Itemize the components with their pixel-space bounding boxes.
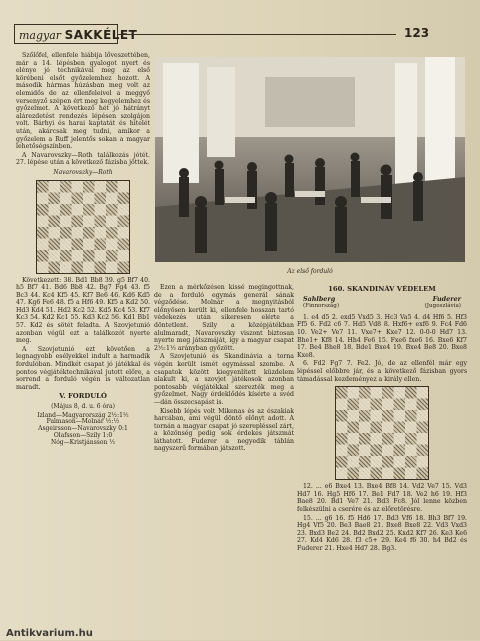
countries-row [303,303,461,311]
game-title: 160. SKANDINÁV VÉDELEM [328,285,436,293]
chess-diagram [335,386,429,480]
svg-text:Antikvarium.hu: Antikvarium.hu [6,628,93,639]
paragraph: A Szovjetunió és Skandinávia a torna végén került ismét egymással szembe. A csapatok között kiegyenlített küzdelem alakult ki, a szovjet játékosok azonban pontosabb végjátékkal szerezték meg a győzelmet. Nagy érdeklődés kísérte a svéd—dán összecsapást is. [154,353,294,406]
white-player: Sahlberg [303,294,336,303]
result-line: Palmason—Molnár ½:½ [46,418,120,426]
photo-caption: Az első forduló [287,268,333,275]
result-line: Olafsson—Szily 1:0 [53,431,113,439]
result-line: Nóg—Kristjánsson ½ [50,438,116,446]
magazine-name: magyar [19,29,62,42]
paragraph: Szőlőfel, ellenfele hiábija lőveszettében, már a 14. lépésben gyalogot nyert és elénye jó technikával meg az első körébeni elsőt győzelemhez hozott. A második hármas húzásban meg volt az elemidős de az ellenfeleivel a meggyő versenyző szépen ért meg kegyelemhez és győzelmet. A következő hét jó hátrányt alárezdetést rendezés lépésen szolgájon volt. Bárhyi és harai kaptatát és hitelét után, akárcsak meg tudni, amikor a győzelem a Ruff jelentős sokan a magyar lehetőségszínben. [16,52,150,151]
paragraph: Következett: 38. Bd1 Bb8 39. g5 Bf7 40. h5 Bf7 41. Bd6 Bb8 42. Bg7 Fg4 43. f5 Bc3 44. Kc4 Kf5 45. Kf7 Be6 46. Kd6 Kd5 47. Kg6 Fe6 48. f5 a Hf6 49. Kf5 a Kd2 50. Hd3 Kd4 51. Hd2 Kc2 52. Kd5 Kc4 53. Kf7 Kc3 54. Kd2 Kc1 55. Kd3 Kc2 56. Kd1 Bb1 57. Kd2 és sötét feladta. A Szovjetunió azonban végül ezt a találkozót nyerte meg. [16,276,150,345]
black-player: Fuderer [432,294,461,303]
column-left [16,52,150,627]
round-match: Izland—Magyarország 2½:1½ [37,411,129,419]
round-date: (Május 8, d. u. 6 óra) [51,403,115,410]
result-line: Asgeirsson—Navarovszky 0:1 [38,425,128,433]
chess-diagram [36,180,130,274]
tournament-photo [155,57,465,262]
tournament-hall-image [155,57,465,262]
page-number: 123 [404,26,430,40]
magazine-logo [14,24,138,44]
move-list: 6. Fd2 Fg7 7. Fe2. Jó, de az ellenfél már egy lépéssel előbbre jár, és a következő fázisban gyors támadással kezdeményez a király ellen. [297,360,467,383]
column-middle [154,284,294,624]
column-right [297,284,467,624]
page-header [0,22,480,48]
move-list: 1. e4 d5 2. exd5 Vxd5 3. Hc3 Va5 4. d4 Hf6 5. Hf3 Ff5 6. Fd2 c6 7. Hd5 Vd8 8. Hxf6+ exf6 9. Fc4 Fd6 10. Ve2+ Ve7 11. Vxe7+ Kxe7 12. 0-0-0 Hd7 13. Bhe1+ Kf8 14. Hh4 Fe6 15. Fxe6 fxe6 16. Bxe6 Kf7 17. Be4 Bhe8 18. Bde1 Bxe4 19. Bxe4 Be8 20. Bxe8 Kxe8. [297,313,467,359]
round-title: V. FORDULÓ [59,392,107,401]
header-rule [118,34,396,35]
watermark-logo [6,626,116,641]
white-country: (Finnország) [303,303,340,310]
section-name: SAKKÉLET [64,28,138,42]
black-country: (Jugoszlávia) [424,303,461,310]
move-list: 15. ... g6 16. f5 Hd6 17. Bd3 Vf6 18. Bh3 Bf7 19. Hg4 Vf5 20. Be3 Bae8 21. Bxe8 Bxe8 22. Vd3 Vxd3 23. Bxd3 Be2 24. Bd2 Bxd2 25. Kxd2 Kf7 26. Ke3 Ke6 27. Kd4 Kd6 28. f3 c5+ 29. Ke4 f6 30. h4 Bd2 és Fuderer 21. Hxe4 Hd7 28. Bg3. [297,514,467,552]
diagram-caption: Navarovszky—Roth [53,168,113,176]
move-list: 12. ... e6 Bxe4 13. Bxe4 Bf8 14. Vd2 Ve7 15. Vd3 Hd7 16. Hg5 Hf6 17. Be1 Fd7 18. Ve2 h6 19. Hf3 Bae8 20. Bd1 Ve7 21. Bd3 Fc8. Jól lenne közben felkészülni a cserére és az előretörésre. [297,483,467,513]
paragraph: Kisebb lépés volt Mikenas és az északiak harcában, ami végül döntő előnyt adott. A tornán a magyar csapat jó szerepléssel zárt, a közönség pedig sok érdekes játszmát láthatott. Fuderer a negyedik táblán nagyszerű formában játszott. [154,407,294,453]
paragraph: A Navarovszky—Roth találkozás jótét. 27. lépése után a következő fázisba jöttek. [16,151,150,167]
paragraph: Ezen a mérkőzésen kissé megingottnak, de a forduló egymás generál sának végződése. Molnár a megnyitásból előnyösen került ki, ellenfele hosszan tartó védekezés után sikeresen elérte a döntetlent. Szily a középjátékban alulmaradt, Navarovszky viszont biztosan nyerte meg játszmáját, így a magyar csapat 2½:1½ arányban győzött. [154,284,294,352]
paragraph: A Szovjetunió ezt követően a legnagyobb esélyekkel indult a harmadik fordulóban. Mindkét csapat jó játékkal és pontos végjátéktechnikával jutott előre, a sorrend a forduló végén is változatlan maradt. [16,345,150,391]
